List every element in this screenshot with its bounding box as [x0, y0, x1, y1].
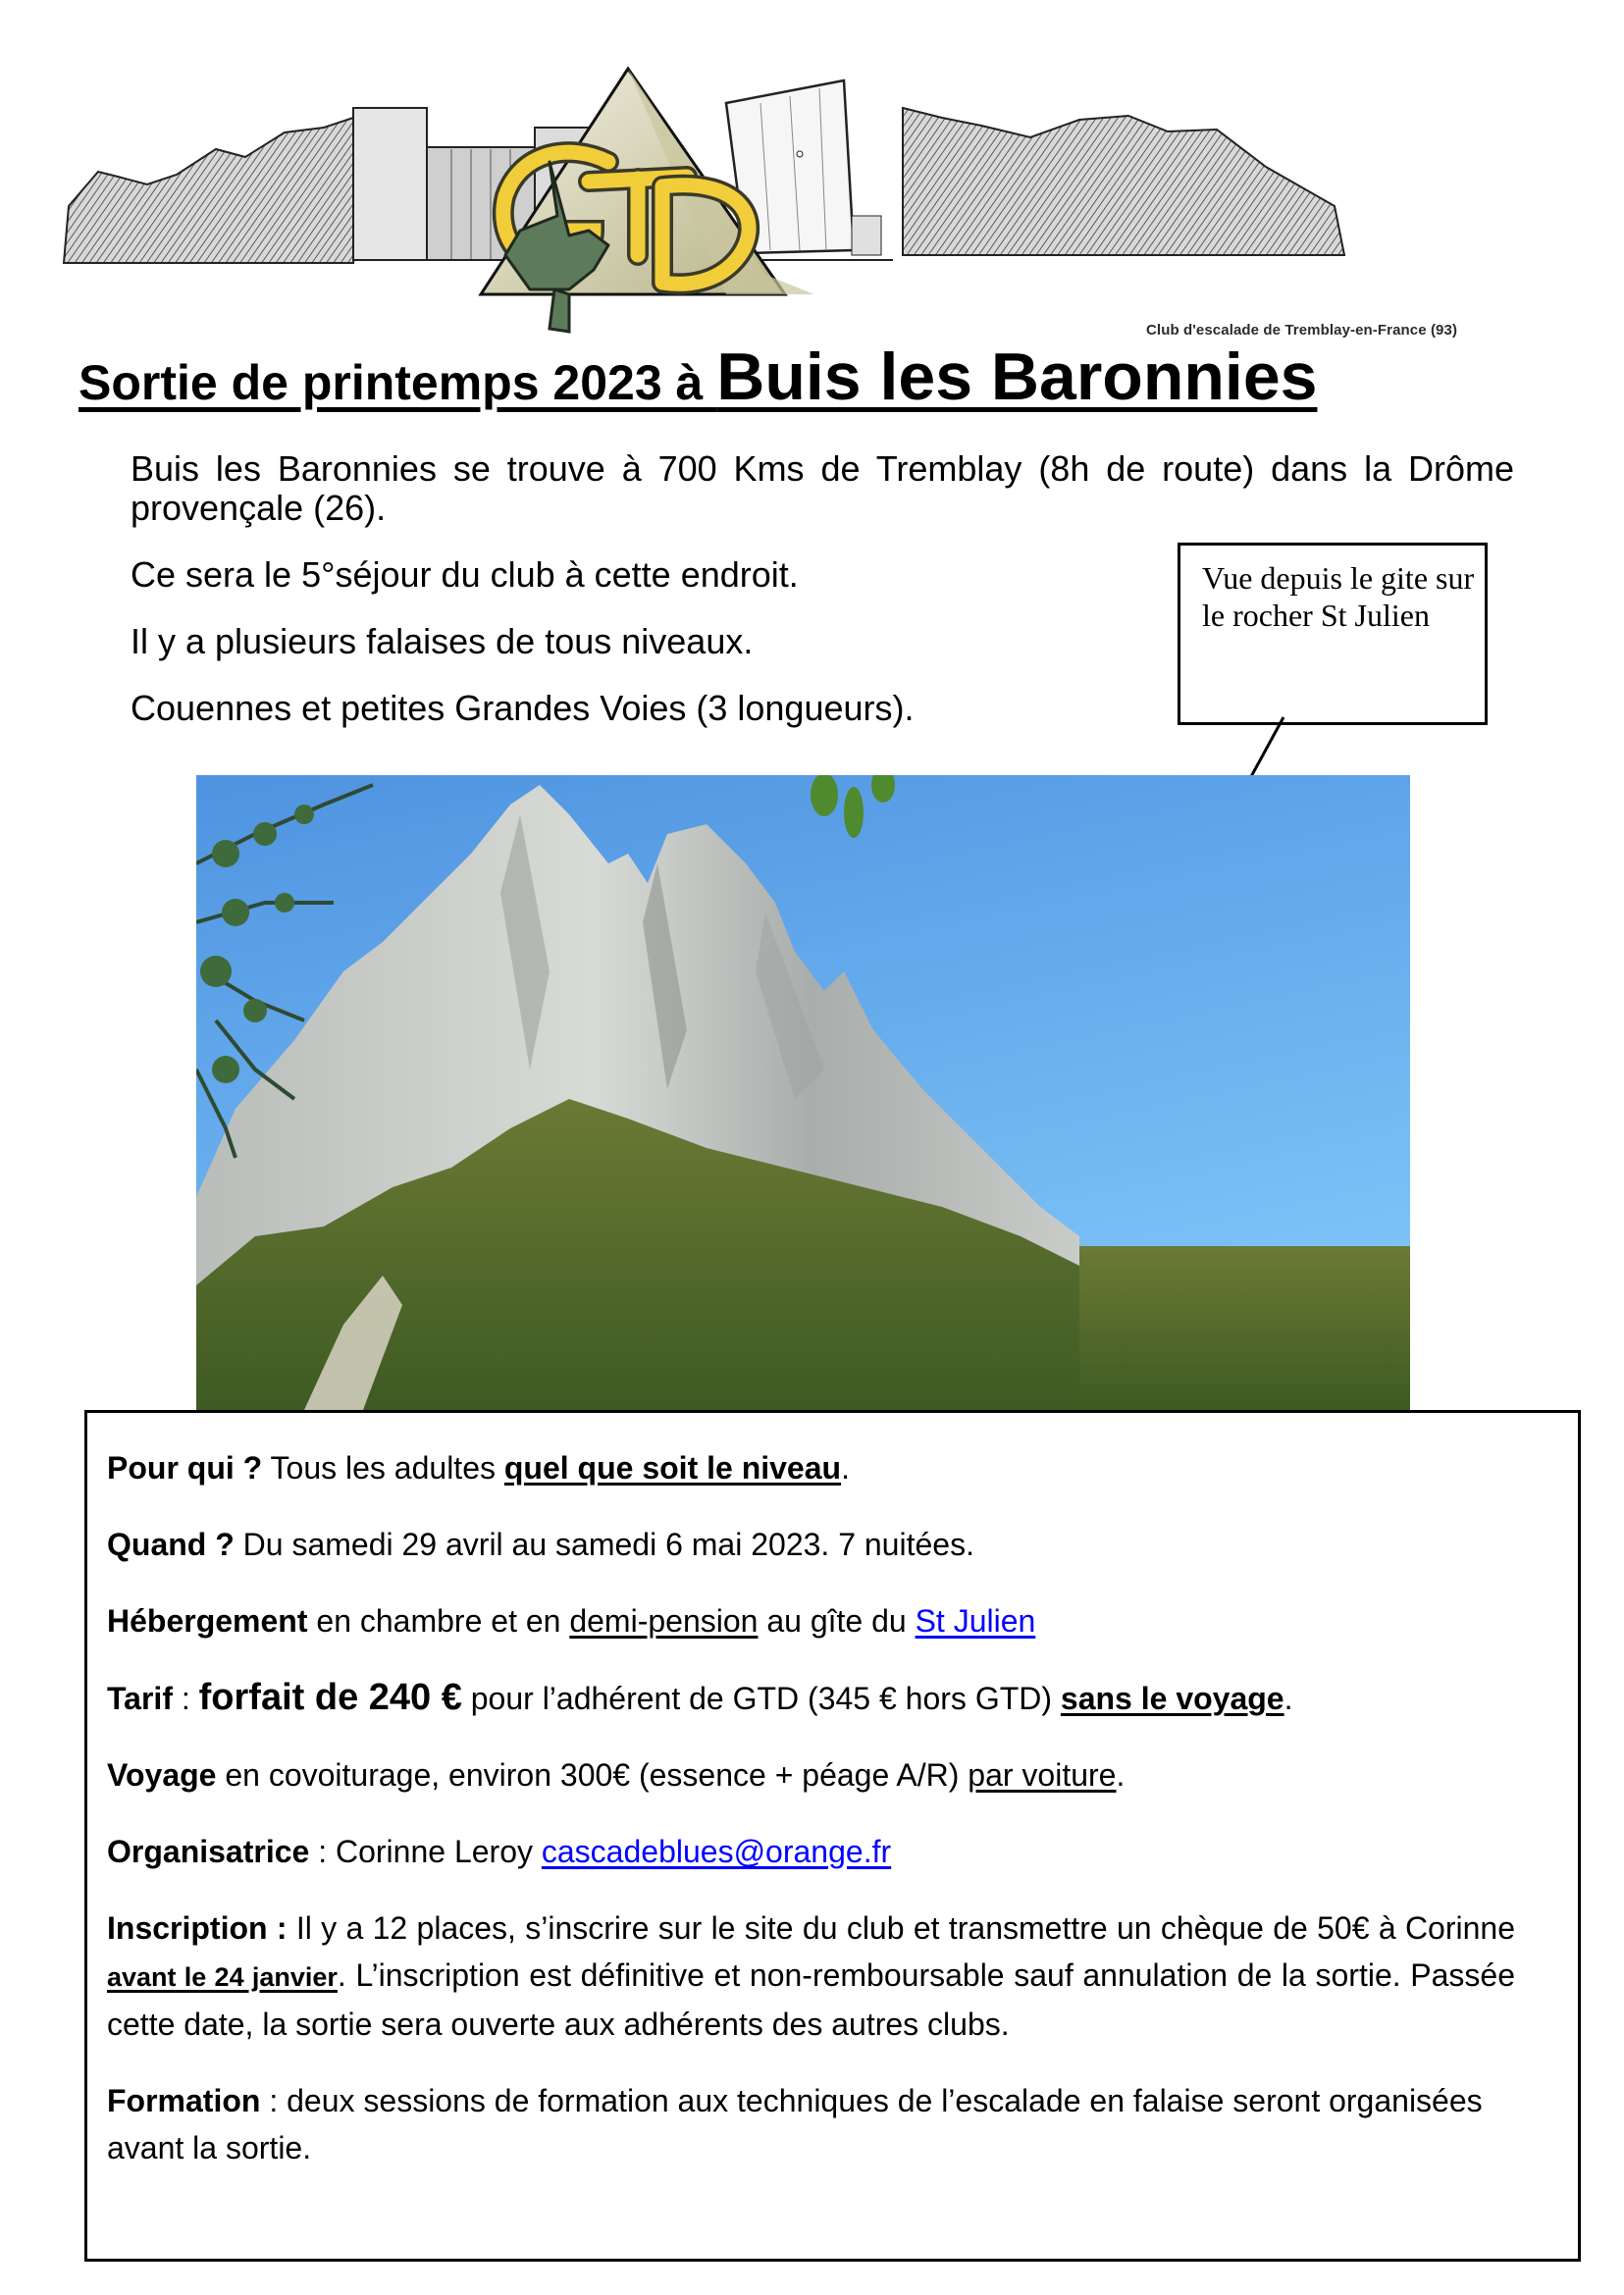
info-organisatrice [107, 1828, 1515, 1875]
pour-qui-emphasis: quel que soit le niveau [503, 1450, 842, 1486]
organisatrice-text: : Corinne Leroy [309, 1834, 542, 1869]
info-inscription [107, 1904, 1515, 2048]
pour-qui-label: Pour qui ? [107, 1450, 263, 1486]
organizer-email-link[interactable]: cascadeblues@orange.fr [541, 1834, 892, 1869]
voyage-text: en covoiturage, environ 300€ (essence + péage A/R) [216, 1757, 969, 1793]
tarif-label: Tarif [107, 1681, 173, 1716]
inscription-text-2: . L’inscription est définitive et non-remboursable sauf annulation de la sortie. Passée cette date, la sortie sera ouverte aux adhérents des autres clubs. [107, 1957, 1516, 2042]
tarif-sep: : [172, 1681, 199, 1716]
info-pour-qui [107, 1444, 1515, 1491]
tarif-end: . [1283, 1681, 1293, 1716]
info-hebergement [107, 1597, 1515, 1644]
callout-text: Vue depuis le gite sur le rocher St Julien [1202, 560, 1475, 633]
voyage-label: Voyage [107, 1757, 217, 1793]
info-quand [107, 1521, 1515, 1568]
demi-pension-text: demi-pension [569, 1603, 759, 1639]
voyage-end: . [1116, 1757, 1126, 1793]
tarif-price: forfait de 240 € [198, 1677, 462, 1718]
inscription-label: Inscription : [107, 1910, 288, 1946]
intro-paragraph-routes: Couennes et petites Grandes Voies (3 longueurs). [131, 688, 915, 728]
intro-paragraph-location: Buis les Baronnies se trouve à 700 Kms de Tremblay (8h de route) dans la Drôme provençale (26). [131, 448, 1514, 528]
hebergement-text-1: en chambre et en [307, 1603, 570, 1639]
intro-paragraph-stay: Ce sera le 5°séjour du club à cette endroit. [131, 554, 799, 595]
st-julien-link[interactable]: St Julien [915, 1603, 1036, 1639]
quand-text: Du samedi 29 avril au samedi 6 mai 2023. 7 nuitées. [234, 1527, 974, 1562]
club-banner [59, 59, 1482, 343]
hebergement-text-2: au gîte du [758, 1603, 916, 1639]
pour-qui-end: . [841, 1450, 850, 1486]
formation-label: Formation [107, 2083, 261, 2118]
club-caption: Club d'escalade de Tremblay-en-France (93) [1146, 322, 1458, 339]
title-prefix: Sortie de printemps 2023 à [79, 355, 717, 410]
formation-text: : deux sessions de formation aux techniques de l’escalade en falaise seront organisées avant la sortie. [107, 2083, 1483, 2165]
pour-qui-text: Tous les adultes [262, 1450, 504, 1486]
tarif-emphasis: sans le voyage [1060, 1681, 1284, 1716]
rocher-st-julien-photo-icon [196, 775, 1410, 1410]
intro-paragraph-cliffs: Il y a plusieurs falaises de tous niveaux. [131, 621, 754, 661]
title-place: Buis les Baronnies [716, 339, 1318, 414]
info-voyage [107, 1751, 1515, 1799]
mountain-photo [196, 775, 1410, 1410]
organisatrice-label: Organisatrice [107, 1834, 310, 1869]
page-title [79, 339, 1550, 415]
inscription-text-1: Il y a 12 places, s’inscrire sur le site du club et transmettre un chèque de 50€ à Corinne [287, 1910, 1516, 1946]
info-tarif [107, 1674, 1515, 1722]
photo-callout-box [1178, 543, 1488, 725]
inscription-deadline: avant le 24 janvier [107, 1962, 338, 1992]
cliff-landscape-illustration [59, 59, 1482, 343]
trip-info-box [84, 1410, 1581, 2262]
hebergement-label: Hébergement [107, 1603, 308, 1639]
par-voiture-text: par voiture [968, 1757, 1117, 1793]
quand-label: Quand ? [107, 1527, 235, 1562]
tarif-text: pour l’adhérent de GTD (345 € hors GTD) [461, 1681, 1061, 1716]
info-formation [107, 2077, 1515, 2171]
